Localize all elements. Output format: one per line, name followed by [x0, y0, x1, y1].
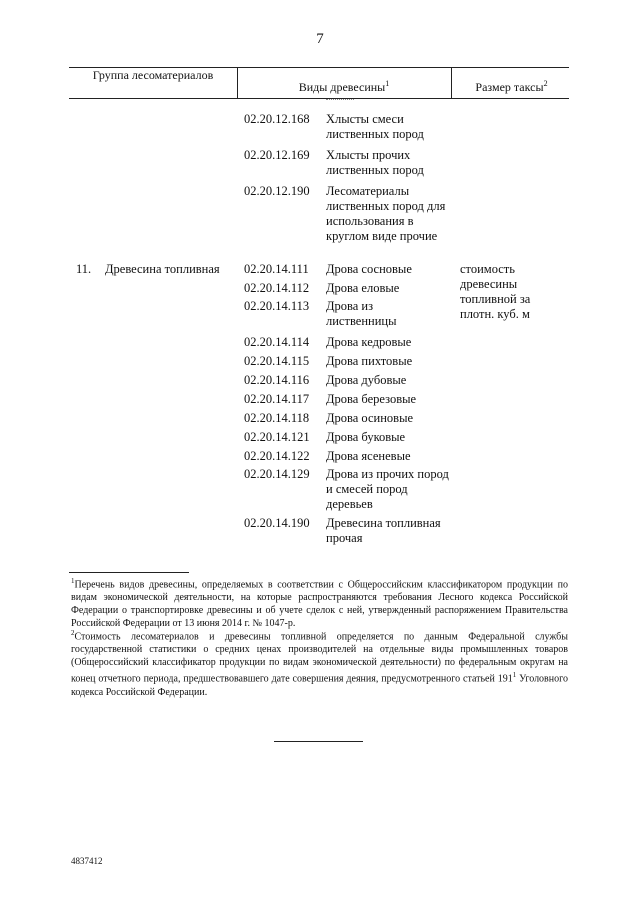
- end-divider: [274, 741, 363, 742]
- table-row-code: 02.20.14.115: [244, 354, 310, 368]
- footnote-2: $^2$Стоимость лесоматериалов и древесины топливной определяется по данным Федеральной службы государственной статистики о средних ценах производителей на отдельные виды промышленных товаров (Общероссийский классификатор продукции по видам экономической деятельности) по федеральным округам на конец отчетного периода, предшествовавшего дате совершения деяния, предусмотренного статьей $191^1$ Уголовного кодекса Российской Федерации.: [71, 629, 568, 698]
- table-row-name: Лесоматериалы лиственных пород для использования в круглом виде прочие: [326, 184, 446, 243]
- table-row-code: 02.20.14.112: [244, 281, 310, 295]
- table-row-code: 02.20.14.190: [244, 516, 310, 530]
- header-rate: Размер таксы$^2$: [475, 79, 548, 94]
- table-row-name: Дрова сосновые: [326, 262, 412, 276]
- table-row-name: Дрова кедровые: [326, 335, 412, 349]
- table-row-name: Дрова дубовые: [326, 373, 407, 387]
- table-row-code: 02.20.14.118: [244, 411, 310, 425]
- table-row-name: Дрова из прочих пород и смесей пород деревьев: [326, 467, 449, 511]
- header-divider-2: [451, 67, 452, 99]
- table-row-name: Дрова еловые: [326, 281, 400, 295]
- table-row-code: 02.20.12.169: [244, 148, 310, 162]
- group-number: 11.: [76, 262, 92, 276]
- table-row-code: 02.20.14.129: [244, 467, 310, 481]
- footnote-ref-2: 2: [543, 79, 548, 88]
- table-row-name: Дрова пихтовые: [326, 354, 413, 368]
- table-row-code: 02.20.14.116: [244, 373, 310, 387]
- table-row-name: Дрова буковые: [326, 430, 406, 444]
- header-group: Группа лесоматериалов: [92, 68, 214, 82]
- header-divider-1: [237, 67, 238, 99]
- page-number: 7: [316, 31, 324, 47]
- table-header-bottom-border: [69, 98, 569, 99]
- table-row-name: Дрова березовые: [326, 392, 417, 406]
- table-row-name: Дрова из лиственницы: [326, 299, 397, 328]
- header-types: Виды древесины$^1$: [298, 79, 390, 94]
- rate-description: стоимость древесины топливной за плотн. куб. м: [460, 262, 531, 321]
- table-row-code: 02.20.14.114: [244, 335, 310, 349]
- table-row-code: 02.20.14.122: [244, 449, 310, 463]
- footnote-ref-1: 1: [385, 79, 390, 88]
- table-row-name: Дрова ясеневые: [326, 449, 411, 463]
- document-id: 4837412: [71, 856, 103, 866]
- table-row-code: 02.20.12.190: [244, 184, 310, 198]
- footnote-separator: [69, 572, 189, 573]
- table-row-name: Хлысты прочих лиственных пород: [326, 148, 424, 177]
- table-row-code: 02.20.14.111: [244, 262, 309, 276]
- page-break-remnant: [326, 99, 354, 102]
- table-row-code: 02.20.14.117: [244, 392, 310, 406]
- table-row-code: 02.20.12.168: [244, 112, 310, 126]
- table-row-name: Дрова осиновые: [326, 411, 414, 425]
- table-row-code: 02.20.14.113: [244, 299, 310, 313]
- table-row-name: Хлысты смеси лиственных пород: [326, 112, 424, 141]
- group-title: Древесина топливная: [105, 262, 220, 276]
- footnote-1: $^1$Перечень видов древесины, определяемых в соответствии с Общероссийским классификатором продукции по видам экономической деятельности, на которые распространяются требования Лесного кодекса Российской Федерации о транспортировке древесины и об учете сделок с ней, утвержденный распоряжением Правительства Российской Федерации от 13 июня 2014 г. № 1047-р.: [71, 577, 568, 630]
- table-row-code: 02.20.14.121: [244, 430, 310, 444]
- table-row-name: Древесина топливная прочая: [326, 516, 441, 545]
